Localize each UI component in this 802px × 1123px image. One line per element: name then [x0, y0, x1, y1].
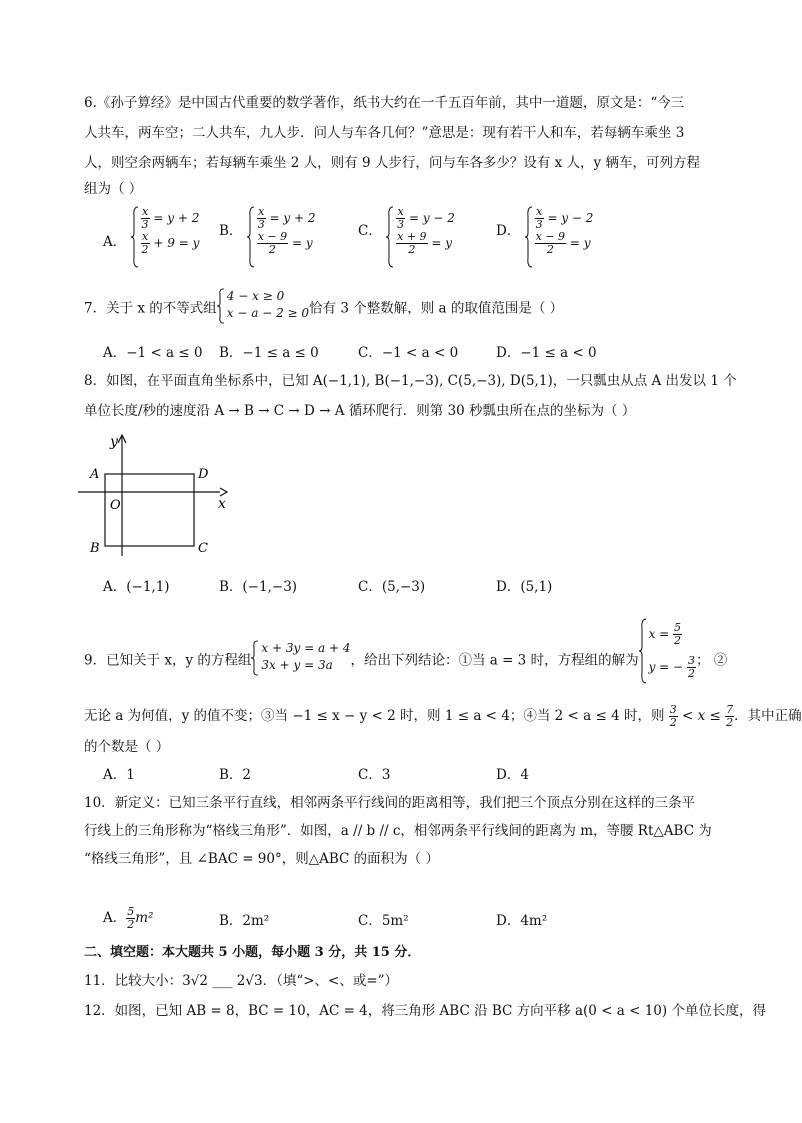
q10-line-3: “格线三角形”，且 ∠BAC = 90°，则△ABC 的面积为（ ） [84, 851, 439, 867]
y-axis-label: y [110, 434, 118, 450]
q9-line-1 [84, 621, 728, 684]
q11-line: 11．比较大小：3√2 ___ 2√3．（填“>、<、或=”） [84, 973, 399, 989]
equation-system: $\frac{x}{3}$ = y + 2 $\frac{x - 9}{2}$ = y [247, 206, 316, 256]
point-d-label: D [198, 467, 209, 482]
q10-option-c[interactable]: C．5m² [358, 913, 409, 929]
x-axis-label: x [218, 496, 226, 512]
q8-coordinate-figure [74, 430, 234, 560]
section-heading: 二、填空题：本大题共 5 小题，每小题 3 分，共 15 分． [84, 945, 421, 960]
q9-prefix: 9．已知关于 x，y 的方程组 [84, 652, 252, 669]
brace-icon [386, 206, 394, 268]
q8-options [103, 578, 703, 596]
option-label: B． [219, 223, 243, 239]
q7-option-a[interactable]: A．−1 < a ≤ 0 [103, 345, 203, 361]
q7-line [84, 289, 564, 322]
q6-option-c[interactable] [358, 206, 455, 256]
q9-option-d[interactable]: D．4 [496, 767, 529, 783]
q9-option-a[interactable]: A．1 [103, 767, 135, 783]
q6-option-b[interactable] [219, 206, 316, 256]
q6-option-a[interactable] [103, 206, 199, 256]
point-b-label: B [90, 541, 100, 556]
q9-line-2: 无论 a 为何值，y 的值不变；③当 −1 ≤ x − y < 2 时，则 1 ≤ a < 4；④当 2 < a ≤ 4 时，则 $\frac{3}{2}$ < x ≤ $\frac{7}{2}$ ．其中正确 [84, 703, 802, 729]
q6-line-4: 组为（ ） [84, 181, 143, 197]
option-label: C． [358, 223, 382, 239]
q9-options [103, 766, 703, 784]
inequality-system [217, 288, 309, 322]
brace-icon [251, 640, 259, 676]
q8-option-a[interactable]: A．(−1,1) [103, 579, 170, 595]
q7-option-b[interactable]: B．−1 ≤ a ≤ 0 [219, 345, 319, 361]
q8-option-c[interactable]: C．(5,−3) [358, 579, 426, 595]
solution-system: x = $\frac{5}{2}$ y = − $\frac{3}{2}$ [639, 618, 696, 684]
q10-line-2: 行线上的三角形称为“格线三角形”．如图，a // b // c，相邻两条平行线间的距离为 m，等腰 Rt△ABC 为 [84, 823, 712, 839]
option-label: D． [496, 223, 521, 239]
brace-icon [247, 206, 255, 268]
q9-line-3: 的个数是（ ） [84, 739, 170, 755]
brace-icon [525, 206, 533, 268]
equation-system [251, 640, 350, 674]
equation-system: $\frac{x}{3}$ = y − 2 $\frac{x - 9}{2}$ = y [525, 206, 594, 256]
q10-option-a[interactable]: A． $\frac{5}{2}$ m² [103, 905, 154, 931]
x-axis-arrow-icon [220, 488, 227, 496]
q7-prefix: 7．关于 x 的不等式组 [84, 300, 217, 317]
q6-line-2: 人共车，两车空；二人共车，九人步．问人与车各几何？”意思是：现有若干人和车，若每辆车乘坐 3 [84, 125, 685, 141]
q7-options [103, 344, 703, 362]
q12-line: 12．如图，已知 AB = 8，BC = 10，AC = 4，将三角形 ABC 沿 BC 方向平移 a(0 < a < 10) 个单位长度，得 [84, 1003, 766, 1019]
q6-line-1: 6.《孙子算经》是中国古代重要的数学著作，纸书大约在一千五百年前，其中一道题，原文是：“今三 [84, 95, 685, 111]
q7-option-c[interactable]: C．−1 < a < 0 [358, 345, 459, 361]
brace-icon [131, 206, 139, 268]
q8-option-d[interactable]: D．(5,1) [496, 579, 553, 595]
q6-option-d[interactable] [496, 206, 593, 256]
point-c-label: C [198, 541, 208, 556]
q10-options [103, 906, 703, 936]
equation-system: $\frac{x}{3}$ = y + 2 $\frac{x}{2}$ + 9 = y [131, 206, 200, 256]
q7-option-d[interactable]: D．−1 ≤ a < 0 [496, 345, 597, 361]
q9-option-c[interactable]: C．3 [358, 767, 391, 783]
q6-options [103, 206, 703, 276]
brace-icon [217, 288, 225, 324]
brace-icon [639, 618, 647, 684]
q10-option-b[interactable]: B．2m² [219, 913, 270, 929]
equation-1: x + 3y = a + 4 [261, 641, 351, 655]
q9-option-b[interactable]: B．2 [219, 767, 252, 783]
origin-label: O [110, 498, 121, 513]
q10-line-1: 10．新定义：已知三条平行直线，相邻两条平行线间的距离相等，我们把三个顶点分别在这样的三条平 [84, 795, 696, 811]
inequality-1: 4 − x ≥ 0 [226, 289, 285, 303]
q8-line-1: 8．如图，在平面直角坐标系中，已知 A(−1,1), B(−1,−3), C(5,−3), D(5,1)，一只瓢虫从点 A 出发以 1 个 [84, 373, 737, 389]
inequality-2: x − a − 2 ≥ 0 [226, 306, 310, 320]
q10-option-d[interactable]: D．4m² [496, 913, 548, 929]
q9-tail: ； ② [695, 652, 728, 669]
q8-option-b[interactable]: B．(−1,−3) [219, 579, 298, 595]
q7-suffix: 恰有 3 个整数解，则 a 的取值范围是（ ） [309, 300, 564, 317]
equation-2: 3x + y = 3a [261, 658, 333, 672]
equation-system: $\frac{x}{3}$ = y − 2 $\frac{x + 9}{2}$ = y [386, 206, 455, 256]
q8-line-2: 单位长度/秒的速度沿 A → B → C → D → A 循环爬行．则第 30 秒瓢虫所在点的坐标为（ ） [84, 403, 636, 419]
point-a-label: A [90, 467, 100, 482]
q9-middle: ，给出下列结论：①当 a = 3 时，方程组的解为 [350, 652, 639, 669]
option-label: A． [103, 234, 127, 250]
q6-line-3: 人，则空余两辆车；若每辆车乘坐 2 人，则有 9 人步行，问与车各多少？设有 x 人，y 辆车，可列方程 [84, 155, 700, 171]
